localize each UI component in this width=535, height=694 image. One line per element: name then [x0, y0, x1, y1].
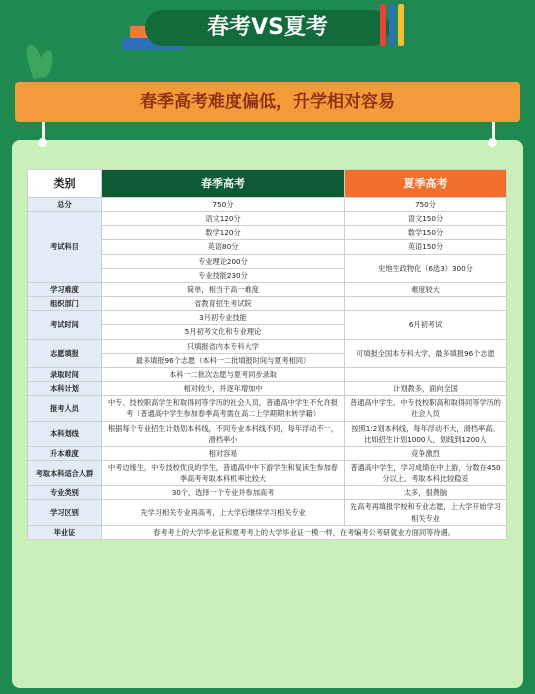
comparison-table — [27, 169, 507, 540]
table-header-row — [28, 170, 507, 198]
row-label: 总分 — [28, 198, 102, 212]
cell-spring: 先学习相关专业再高考，上大学后继续学习相关专业 — [102, 500, 345, 525]
row-label: 考取本科适合人群 — [28, 460, 102, 485]
table-row — [28, 396, 507, 421]
row-label: 志愿填报 — [28, 339, 102, 367]
cell-summer: 普通高中学生、中专技校职高和取得同等学历的社会人员 — [345, 396, 507, 421]
cell-summer: 史地生政物化（6选3）300分 — [345, 254, 507, 282]
cell-summer: 难度较大 — [345, 282, 507, 296]
cell-spring: 750分 — [102, 198, 345, 212]
table-row — [28, 421, 507, 446]
header-summer: 夏季高考 — [345, 170, 507, 198]
table-row — [28, 339, 507, 353]
table-row — [28, 500, 507, 525]
cell-summer: 6月初考试 — [345, 311, 507, 339]
hanger-dot — [38, 138, 47, 147]
header-category: 类别 — [28, 170, 102, 198]
row-label: 本科计划 — [28, 382, 102, 396]
row-label: 录取时间 — [28, 367, 102, 381]
pencils-icon — [380, 4, 404, 48]
page-title: 春考VS夏考 — [145, 10, 390, 46]
cell-spring: 中专、技校职高学生和取得同等学历的社会人员，普通高中学生不允许报考（普通高中学生参加春季高考需在高二上学期期末转学籍） — [102, 396, 345, 421]
cell-spring: 最多填报96个志愿（本科一二批填报时间与夏考相同） — [102, 353, 345, 367]
table-row — [28, 282, 507, 296]
row-label: 报考人员 — [28, 396, 102, 421]
row-label: 学习难度 — [28, 282, 102, 296]
cell-spring: 专业技能230分 — [102, 268, 345, 282]
table-row — [28, 486, 507, 500]
cell-spring: 只填报省内本专科大学 — [102, 339, 345, 353]
header-area — [0, 0, 535, 70]
row-label: 毕业证 — [28, 525, 102, 539]
hanger-dot — [488, 138, 497, 147]
table-row — [28, 367, 507, 381]
row-label: 本科划线 — [28, 421, 102, 446]
cell-summer — [345, 297, 507, 311]
cell-summer: 竞争激烈 — [345, 446, 507, 460]
table-row — [28, 460, 507, 485]
table-row — [28, 297, 507, 311]
cell-summer: 按照1:2划本科线，每年浮动不大，滑档率高。比如招生计划1000人，划线到1200人 — [345, 421, 507, 446]
table-row — [28, 198, 507, 212]
cell-spring: 省教育招生考试院 — [102, 297, 345, 311]
cell-summer: 太多，很费脑 — [345, 486, 507, 500]
cell-summer: 先高考再填报学校和专业志愿，上大学开始学习相关专业 — [345, 500, 507, 525]
cell-spring: 3月初专业技能 — [102, 311, 345, 325]
cell-spring: 相对容易 — [102, 446, 345, 460]
table-row — [28, 212, 507, 226]
cell-spring: 语文120分 — [102, 212, 345, 226]
table-row — [28, 382, 507, 396]
cell-spring: 简单，相当于高一难度 — [102, 282, 345, 296]
row-label: 专业类别 — [28, 486, 102, 500]
cell-spring: 相对较少，并逐年增加中 — [102, 382, 345, 396]
row-label: 考试时间 — [28, 311, 102, 339]
cell-summer: 语文150分 — [345, 212, 507, 226]
cell-spring: 英语80分 — [102, 240, 345, 254]
cell-summer: 750分 — [345, 198, 507, 212]
row-label: 学习区别 — [28, 500, 102, 525]
table-row — [28, 446, 507, 460]
cell-spring: 数学120分 — [102, 226, 345, 240]
cell-merged: 春考考上的大学毕业证和夏考考上的大学毕业证一模一样，在考编考公考研就业方面同等待遇。 — [102, 525, 507, 539]
header-spring: 春季高考 — [102, 170, 345, 198]
cell-summer: 数学150分 — [345, 226, 507, 240]
subtitle-banner: 春季高考难度偏低，升学相对容易 — [15, 82, 520, 122]
row-label: 考试科目 — [28, 212, 102, 283]
cell-spring: 5月初考文化和专业理论 — [102, 325, 345, 339]
cell-summer: 英语150分 — [345, 240, 507, 254]
table-row — [28, 525, 507, 539]
cell-summer: 普通高中学生，学习成绩在中上游，分数在450分以上，考取本科比较稳妥 — [345, 460, 507, 485]
cell-spring: 根据每个专业招生计划划本科线，不同专业本科线不同，每年浮动不一，滑档率小 — [102, 421, 345, 446]
cell-summer: 可填报全国本专科大学，最多填报96个志愿 — [345, 339, 507, 367]
row-label: 升本难度 — [28, 446, 102, 460]
cell-spring: 专业理论200分 — [102, 254, 345, 268]
cell-spring: 30个，选择一个专业并参加高考 — [102, 486, 345, 500]
cell-summer — [345, 367, 507, 381]
cell-spring: 中考边缘生，中专技校优良的学生，普通高中中下游学生和复读生参加春季高考考取本科机率比较大 — [102, 460, 345, 485]
cell-spring: 本科一二批次志愿与夏考同步录取 — [102, 367, 345, 381]
cell-summer: 计划教多，面向全国 — [345, 382, 507, 396]
table-row — [28, 311, 507, 325]
row-label: 组织部门 — [28, 297, 102, 311]
